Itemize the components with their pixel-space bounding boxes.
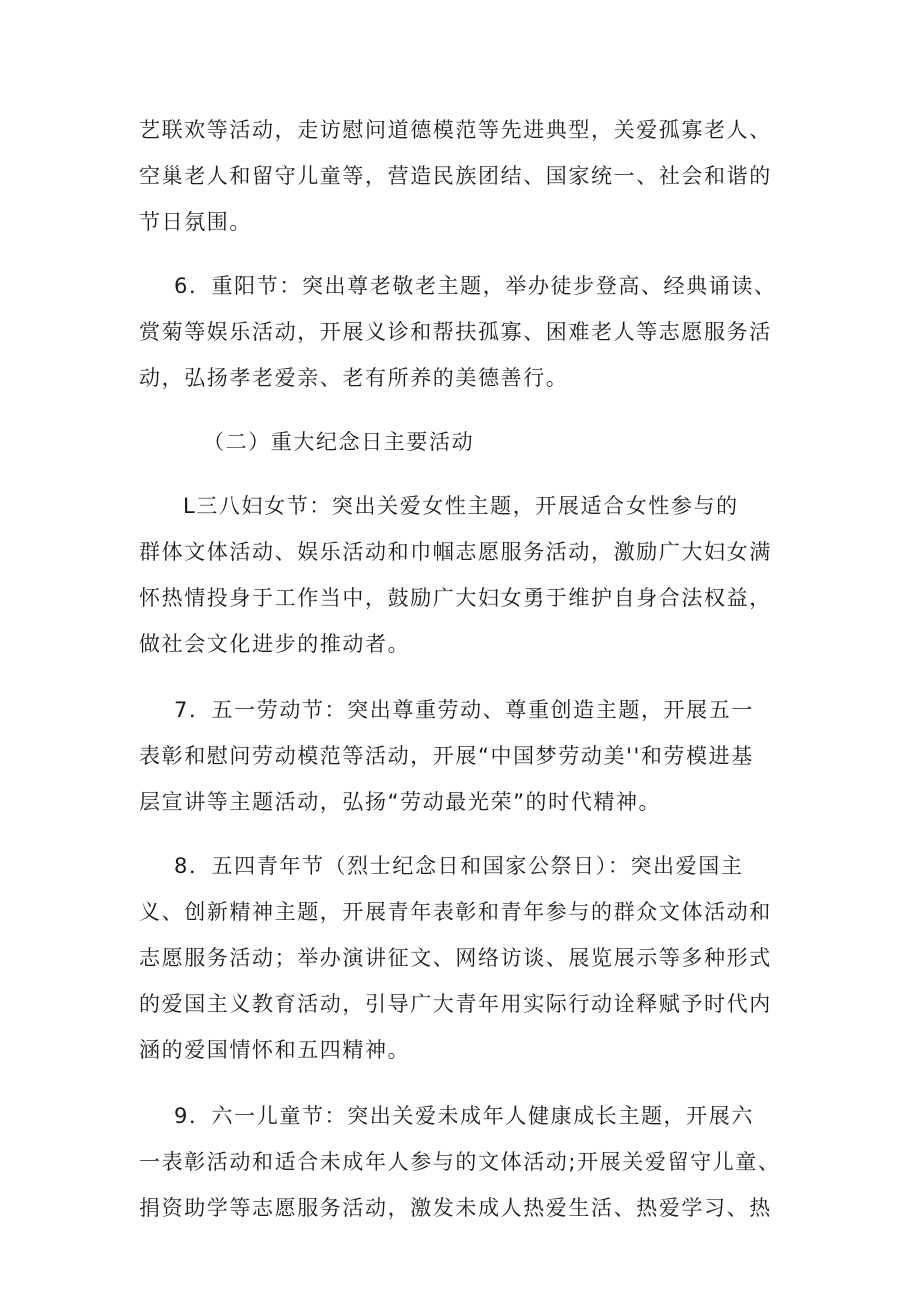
text-line: 赏菊等娱乐活动，开展义诊和帮扶孤寡、困难老人等志愿服务活 <box>139 320 772 344</box>
text-line: L三八妇女节：突出关爱女性主题，开展适合女性参与的 <box>183 494 739 518</box>
text-line: 节日氛围。 <box>139 210 252 234</box>
text-line: 涵的爱国情怀和五四精神。 <box>139 1038 411 1062</box>
paragraph-liuyi <box>139 1093 799 1231</box>
text-line: 做社会文化进步的推动者。 <box>139 632 411 656</box>
text-line: 的爱国主义教育活动，引导广大青年用实际行动诠释赋予时代内 <box>139 992 772 1016</box>
text-line: 捐资助学等志愿服务活动，激发未成人热爱生活、热爱学习、热 <box>139 1196 772 1220</box>
text-line: 层宣讲等主题活动，弘扬“劳动最光荣”的时代精神。 <box>139 790 662 814</box>
text-line: 怀热情投身于工作当中，鼓励广大妇女勇于维护自身合法权益， <box>139 586 772 610</box>
text-line: 9．六一儿童节：突出关爱未成年人健康成长主题，开展六 <box>174 1104 754 1128</box>
document-body <box>139 107 799 1231</box>
paragraph-sanba <box>139 483 799 667</box>
text-line: 6．重阳节：突出尊老敬老主题，举办徒步登高、经典诵读、 <box>174 274 777 298</box>
text-line: 义、创新精神主题，开展青年表彰和青年参与的群众文体活动和 <box>139 900 772 924</box>
text-line: 动，弘扬孝老爱亲、老有所养的美德善行。 <box>139 366 569 390</box>
section-heading-text: （二）重大纪念日主要活动 <box>203 430 475 454</box>
section-heading <box>139 419 799 465</box>
paragraph-wusi <box>139 843 799 1073</box>
text-line: 群体文体活动、娱乐活动和巾帼志愿服务活动，激励广大妇女满 <box>139 540 772 564</box>
text-line: 艺联欢等活动，走访慰问道德模范等先进典型，关爱孤寡老人、 <box>139 118 772 142</box>
paragraph-wuyi <box>139 687 799 825</box>
text-line: 表彰和慰问劳动模范等活动，开展“中国梦劳动美''和劳模进基 <box>139 744 754 768</box>
paragraph-chongyang <box>139 263 799 401</box>
text-line: 空巢老人和留守儿童等，营造民族团结、国家统一、社会和谐的 <box>139 164 772 188</box>
text-line: 志愿服务活动；举办演讲征文、网络访谈、展览展示等多种形式 <box>139 946 772 970</box>
text-line: 一表彰活动和适合未成年人参与的文体活动;开展关爱留守儿童、 <box>139 1150 781 1174</box>
paragraph-intro-continuation <box>139 107 799 245</box>
text-line: 7．五一劳动节：突出尊重劳动、尊重创造主题，开展五一 <box>174 698 754 722</box>
text-line: 8．五四青年节（烈士纪念日和国家公祭日）：突出爱国主 <box>174 854 744 878</box>
